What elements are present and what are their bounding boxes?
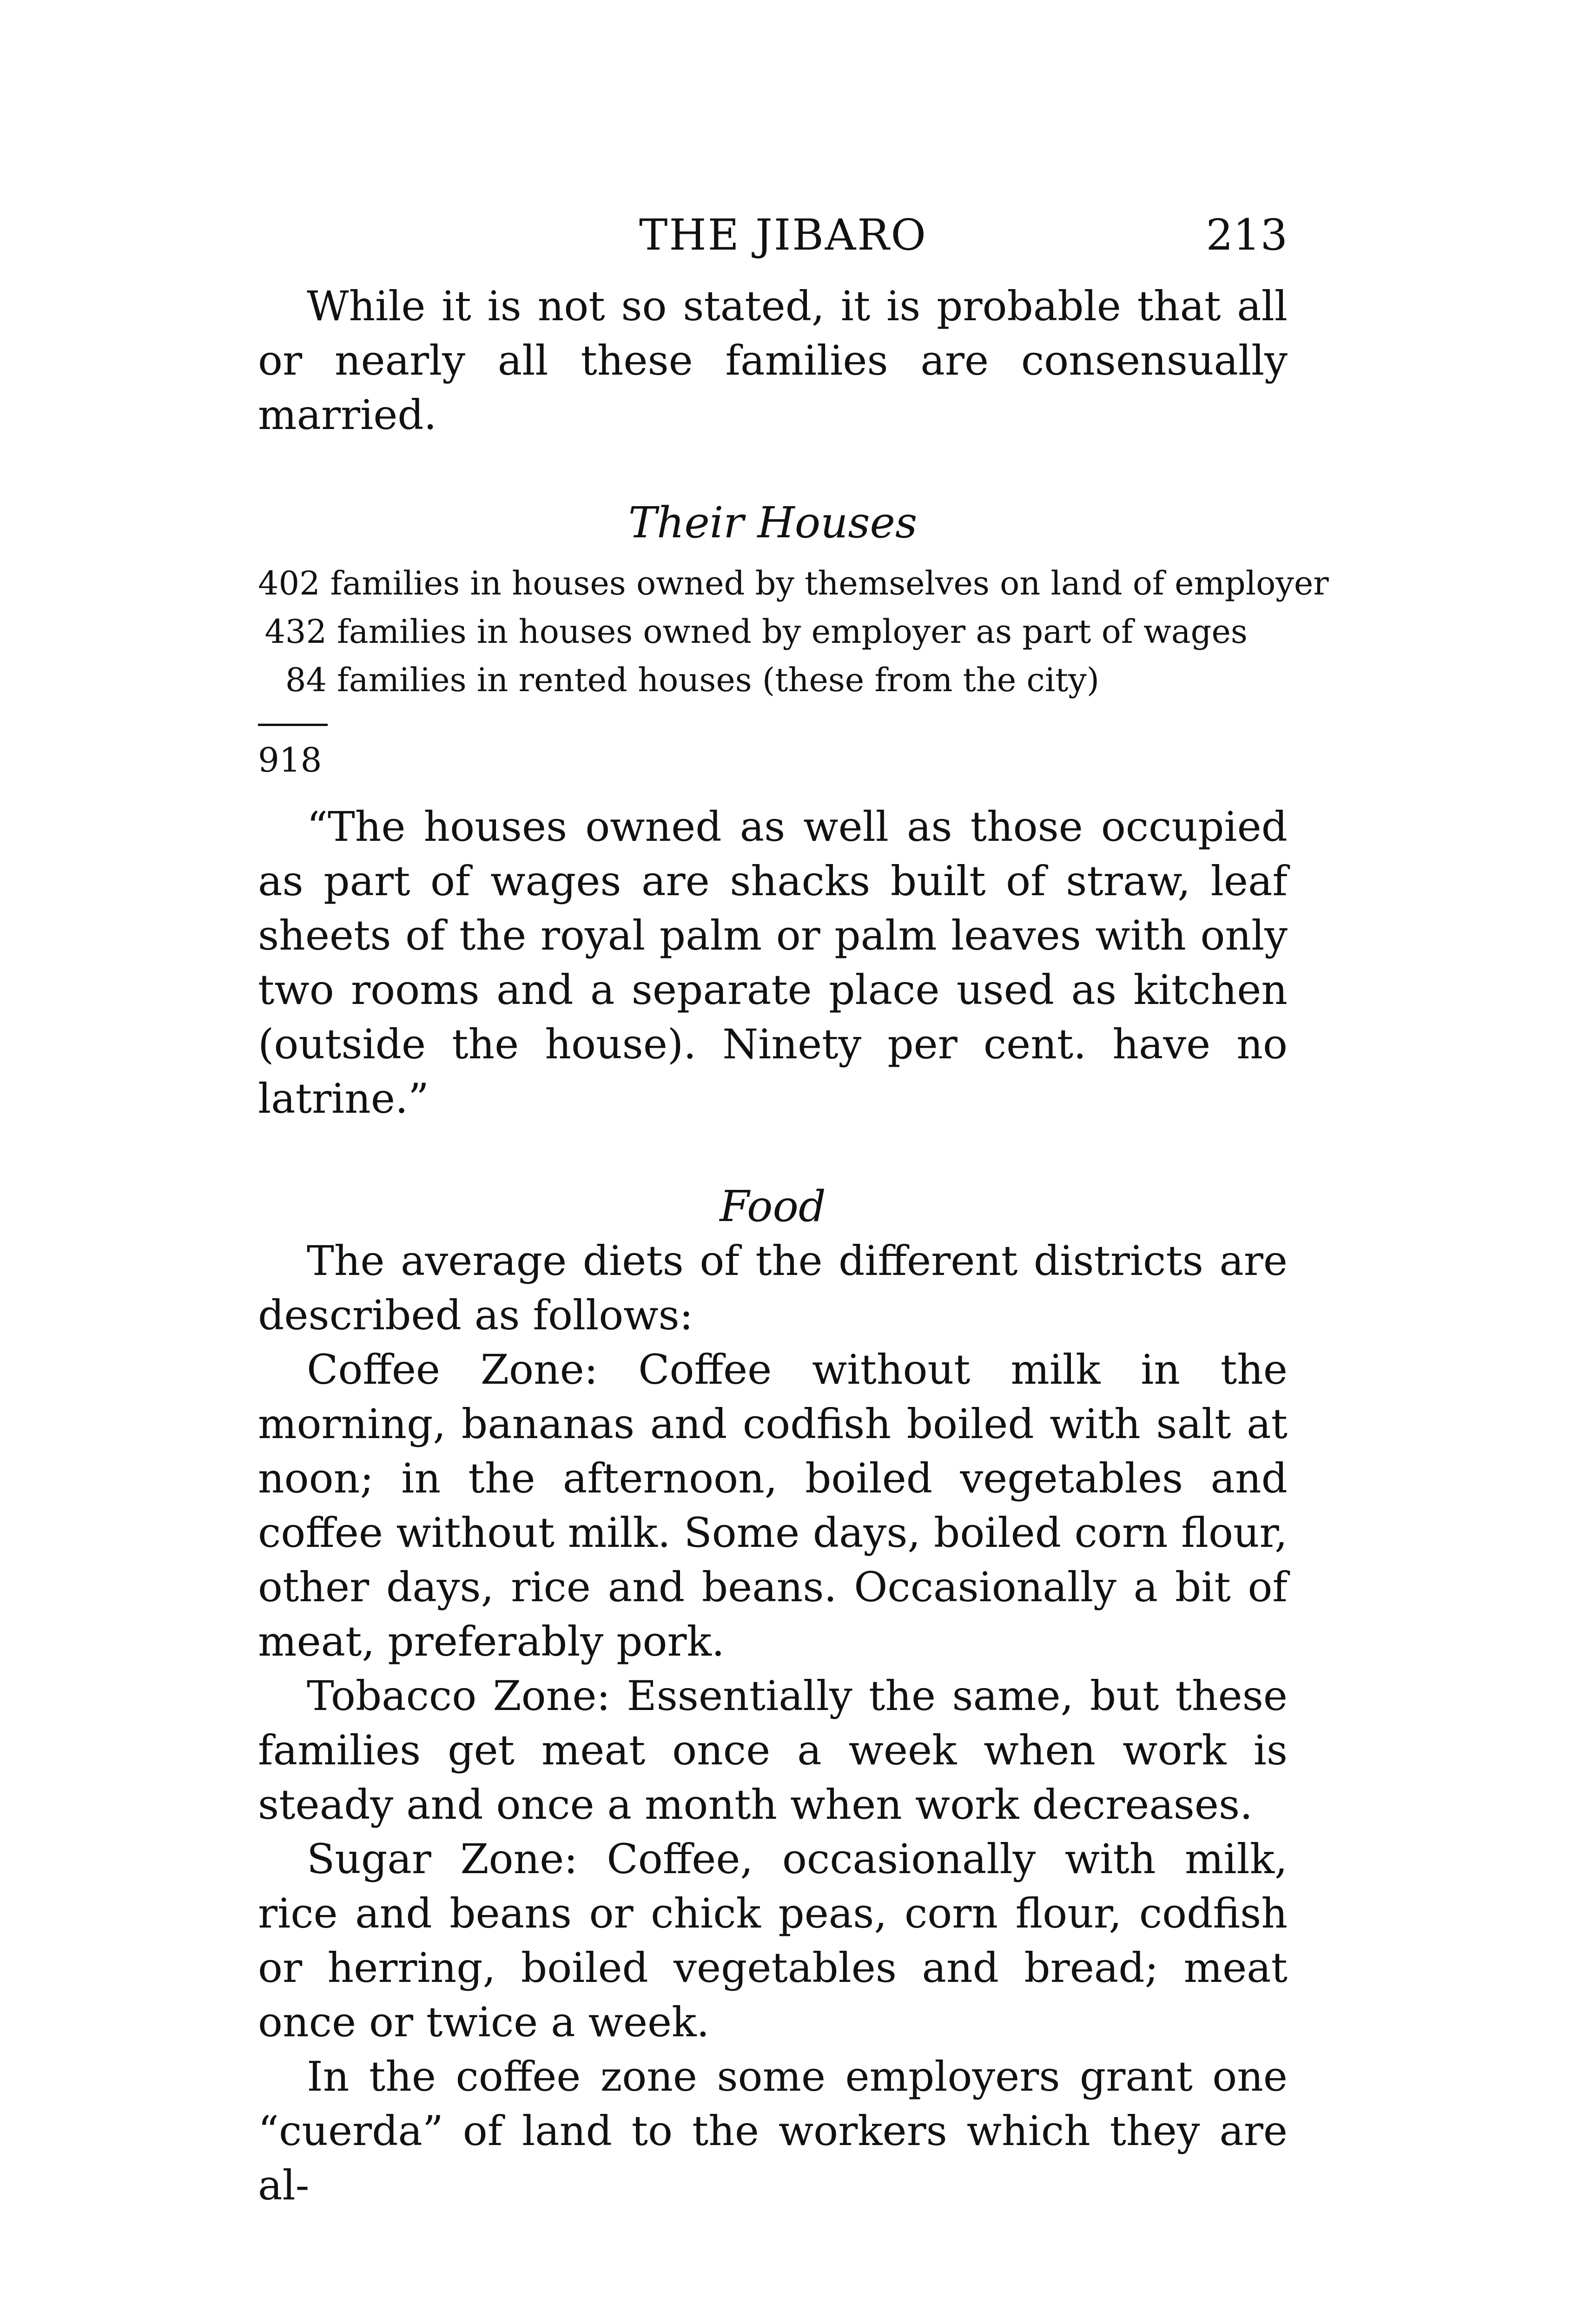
intro-paragraph: While it is not so stated, it is probable that all or nearly all these families are consensually married. — [258, 282, 1288, 439]
houses-row — [258, 656, 1288, 704]
total-rule — [258, 724, 328, 726]
running-title: THE JIBARO — [639, 210, 927, 260]
houses-description: families in rented houses (these from the city) — [337, 661, 1100, 699]
houses-count: 402 — [258, 564, 320, 602]
houses-count: 84 — [285, 661, 327, 699]
page-number: 213 — [1206, 210, 1288, 260]
cuerda-paragraph: In the coffee zone some employers grant one “cuerda” of land to the workers which they are al- — [258, 2053, 1288, 2209]
houses-row — [258, 559, 1329, 607]
food-intro-paragraph: The average diets of the different districts are described as follows: — [258, 1237, 1288, 1339]
page-body — [258, 279, 1329, 2212]
houses-total: 918 — [258, 740, 322, 779]
houses-description: families in houses owned by employer as part of wages — [337, 613, 1248, 651]
food-heading: Food — [720, 1182, 826, 1231]
page-header — [258, 210, 1288, 266]
quote-paragraph: “The houses owned as well as those occupied as part of wages are shacks built of straw, leaf sheets of the royal palm or palm leaves with only two rooms and a separate place used as kitchen (outside the house). Ninety per cent. have no latrine.” — [258, 803, 1288, 1122]
houses-heading: Their Houses — [628, 498, 918, 548]
houses-count: 432 — [264, 613, 327, 651]
houses-row — [258, 607, 1288, 656]
coffee-zone-paragraph: Coffee Zone: Coffee without milk in the morning, bananas and codfish boiled with salt at noon; in the afternoon, boiled vegetables and coffee without milk. Some days, boiled corn flour, other days, rice and beans. Occasionally a bit of meat, preferably pork. — [258, 1346, 1288, 1665]
sugar-zone-paragraph: Sugar Zone: Coffee, occasionally with milk, rice and beans or chick peas, corn flour, codfish or herring, boiled vegetables and bread; meat once or twice a week. — [258, 1835, 1288, 2046]
tobacco-zone-paragraph: Tobacco Zone: Essentially the same, but these families get meat once a week when work is steady and once a month when work decreases. — [258, 1672, 1288, 1829]
houses-table — [258, 559, 1329, 786]
houses-description: families in houses owned by themselves on land of employer — [330, 564, 1329, 602]
